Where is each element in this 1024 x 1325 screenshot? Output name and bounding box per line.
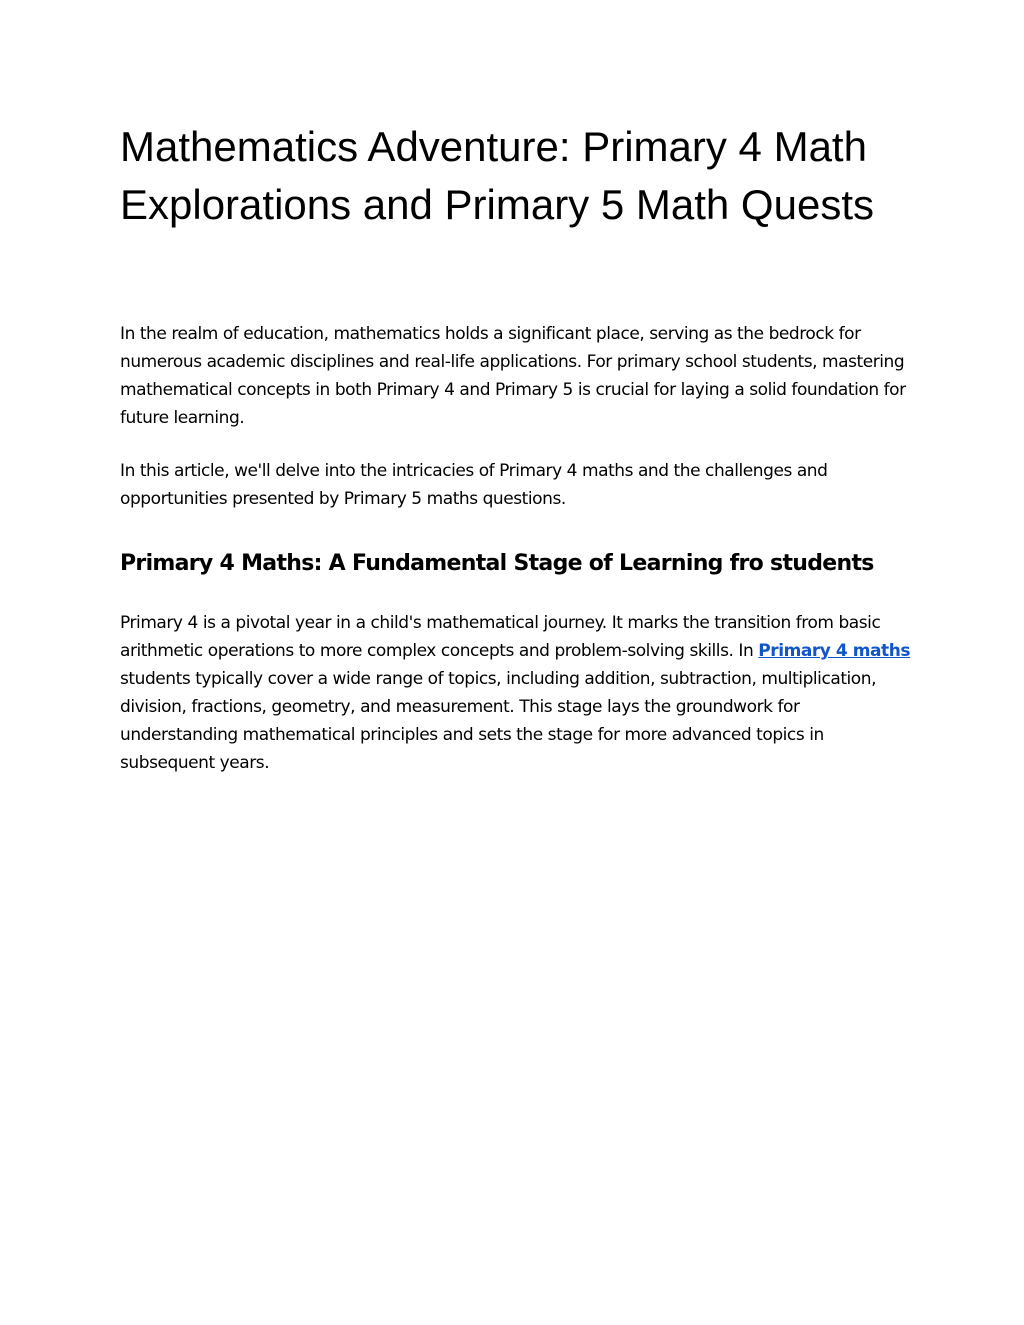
intro-paragraph-2: In this article, we'll delve into the intricacies of Primary 4 maths and the challenges and opportunities presented by Primary 5 maths questions. xyxy=(120,461,828,509)
paragraph-text-before-link: Primary 4 is a pivotal year in a child's mathematical journey. It marks the transition from basic arithmetic operations to more complex concepts and problem-solving skills. In xyxy=(120,613,881,661)
document-page xyxy=(120,118,920,777)
document-title: Mathematics Adventure: Primary 4 Math Explorations and Primary 5 Math Quests xyxy=(120,123,874,228)
paragraph-text-after-link: students typically cover a wide range of topics, including addition, subtraction, multiplication, division, fractions, geometry, and measurement. This stage lays the groundwork for understanding mathematical principles and sets the stage for more advanced topics in subsequent years. xyxy=(120,669,877,773)
section-heading-primary-4: Primary 4 Maths: A Fundamental Stage of Learning fro students xyxy=(120,551,874,576)
section-paragraph-primary-4 xyxy=(120,609,920,777)
intro-paragraph-1: In the realm of education, mathematics holds a significant place, serving as the bedrock for numerous academic disciplines and real-life applications. For primary school students, mastering mathematical concepts in both Primary 4 and Primary 5 is crucial for laying a solid foundation for future learning. xyxy=(120,324,906,428)
primary-4-maths-link[interactable]: Primary 4 maths xyxy=(758,641,911,661)
